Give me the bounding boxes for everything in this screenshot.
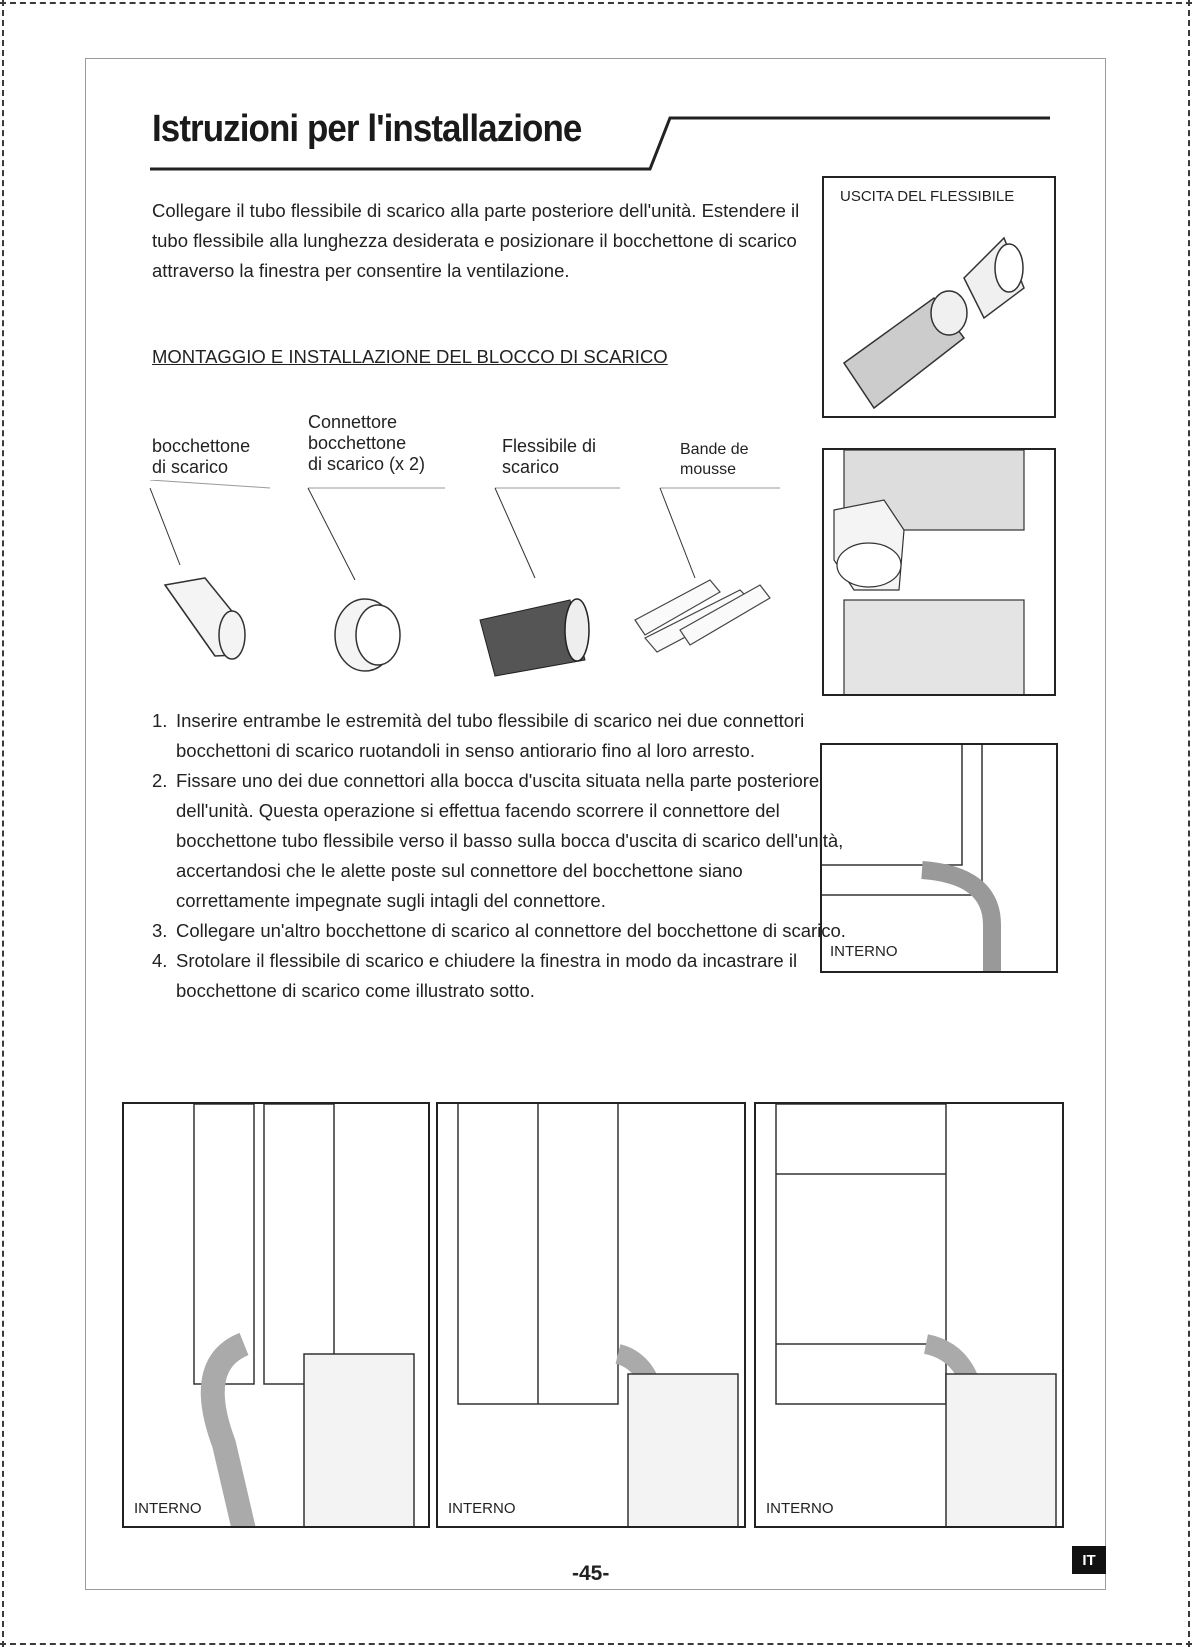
title-underline bbox=[150, 112, 1050, 174]
step-item: 1. Inserire entrambe le estremità del tubo flessibile di scarico nei due connettori bocchettoni di scarico ruotandoli in senso antiorario fino al loro arresto. bbox=[152, 710, 805, 761]
cut-line-top bbox=[0, 2, 1192, 4]
exhaust-nozzle-icon bbox=[165, 578, 245, 659]
steps-list bbox=[152, 706, 852, 1006]
section-heading: MONTAGGIO E INSTALLAZIONE DEL BLOCCO DI SCARICO bbox=[152, 346, 668, 367]
step-item: 3. Collegare un'altro bocchettone di scarico al connettore del bocchettone di scarico. bbox=[152, 920, 846, 941]
figure-bottom-2 bbox=[436, 1102, 746, 1528]
page-number: -45- bbox=[572, 1562, 610, 1585]
figure-unit-back bbox=[822, 448, 1056, 696]
page-title: Istruzioni per l'installazione bbox=[152, 108, 582, 150]
nozzle-connector-icon bbox=[335, 599, 400, 671]
figure-bottom-3 bbox=[754, 1102, 1064, 1528]
step-item: 4. Srotolare il flessibile di scarico e chiudere la finestra in modo da incastrare il bocchettone di scarico come illustrato sotto. bbox=[152, 950, 798, 1001]
parts-illustration bbox=[140, 480, 800, 680]
cut-line-right bbox=[1188, 0, 1190, 1647]
intro-paragraph: Collegare il tubo flessibile di scarico alla parte posteriore dell'unità. Estendere il tubo flessibile alla lunghezza desiderata e posizionare il bocchettone di scarico attraverso la finestra per consentire la ventilazione. bbox=[152, 200, 800, 281]
figure-caption-bottom-1: INTERNO bbox=[134, 1500, 202, 1517]
figure-caption-bottom-3: INTERNO bbox=[766, 1500, 834, 1517]
figure-caption-bottom-2: INTERNO bbox=[448, 1500, 516, 1517]
language-tab: IT bbox=[1072, 1546, 1106, 1574]
cut-line-bottom bbox=[0, 1643, 1192, 1645]
figure-window-interior bbox=[820, 743, 1058, 973]
step-item: 2. Fissare uno dei due connettori alla bocca d'uscita situata nella parte posteriore dell'unità. Questa operazione si effettua facendo scorrere il connettore del bocchettone tubo flessibile verso il basso sulla bocca d'uscita di scarico dell'unità, accertandosi che le alette poste sul connettore del bocchettone siano correttamente impegnate sugli intagli del connettore. bbox=[152, 770, 844, 911]
figure-hose-outlet bbox=[822, 176, 1056, 418]
figure-bottom-1 bbox=[122, 1102, 430, 1528]
part-label-connector: Connettore bocchettone di scarico (x 2) bbox=[308, 412, 426, 474]
cut-line-left bbox=[2, 0, 4, 1647]
part-label-hose: Flessibile di scarico bbox=[502, 436, 597, 477]
part-label-nozzle: bocchettone di scarico bbox=[152, 436, 251, 477]
part-label-foam: Bande de mousse bbox=[680, 441, 749, 478]
exhaust-hose-icon bbox=[480, 599, 589, 676]
figure-caption-window: INTERNO bbox=[830, 943, 898, 960]
foam-strips-icon bbox=[635, 580, 770, 652]
figure-caption-hose-outlet: USCITA DEL FLESSIBILE bbox=[840, 188, 1015, 205]
